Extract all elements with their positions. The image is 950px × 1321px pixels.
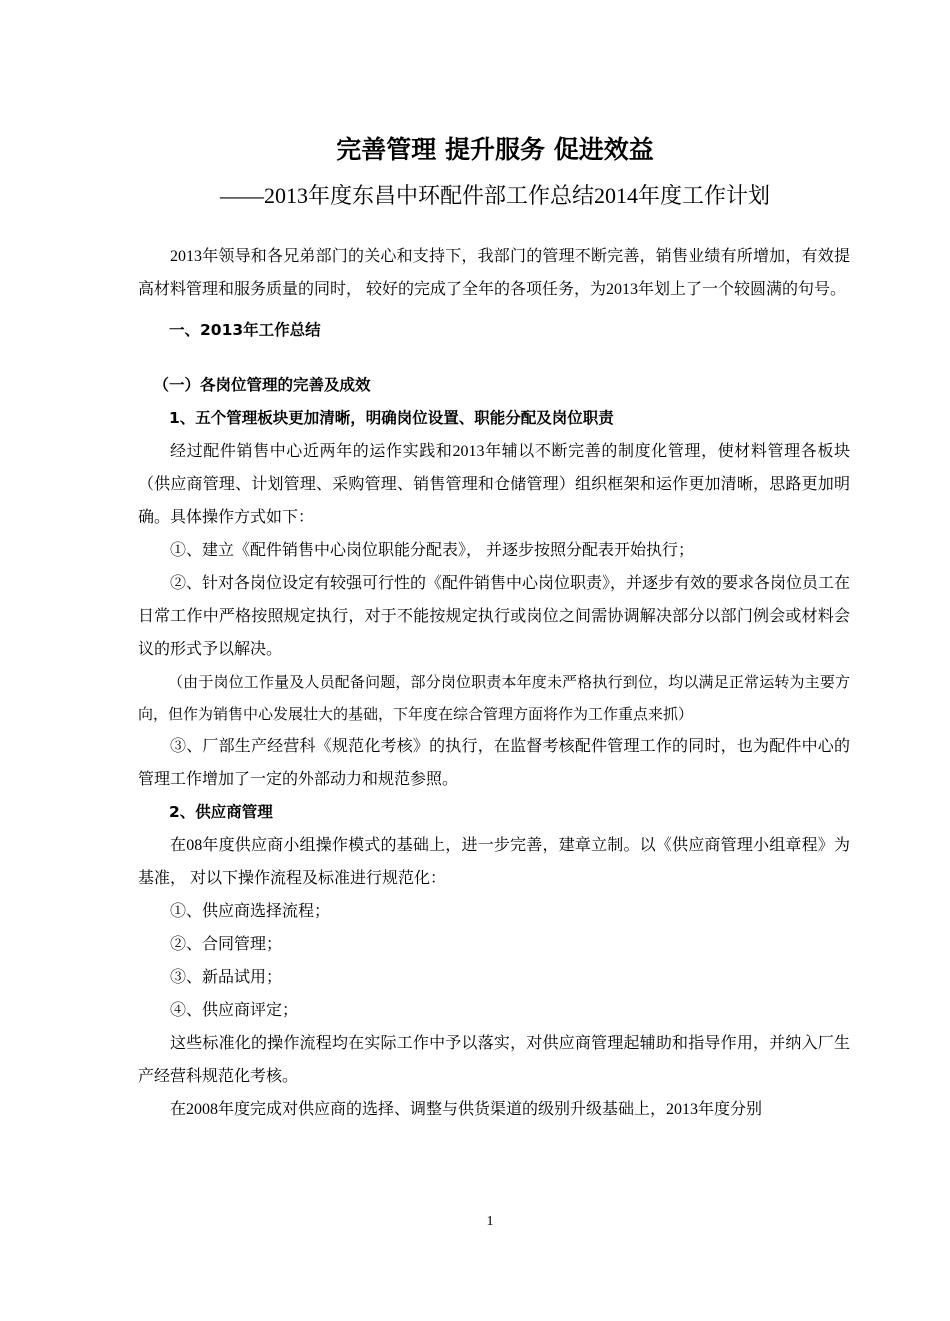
list-point: ③、新品试用； [170, 969, 283, 986]
list-point: ②、针对各岗位设定有较强可行性的《配件销售中心岗位职责》，并逐步有效的要求各岗位员工在日常工作中严格按照规定执行，对于不能按规定执行或岗位之间需协调解决部分以部门例会或材料会议的形式予以解决。 [138, 575, 851, 658]
document-body [138, 240, 850, 1126]
paragraph: 经过配件销售中心近两年的运作实践和2013年辅以不断完善的制度化管理，使材料管理各板块（供应商管理、计划管理、采购管理、销售管理和仓储管理）组织框架和运作更加清晰，思路更加明确。具体操作方式如下： [138, 443, 850, 526]
paragraph: 在08年度供应商小组操作模式的基础上，进一步完善，建章立制。以《供应商管理小组章程》为基准， 对以下操作流程及标准进行规范化： [138, 837, 850, 887]
intro-paragraph: 2013年领导和各兄弟部门的关心和支持下，我部门的管理不断完善，销售业绩有所增加，有效提高材料管理和服务质量的同时， 较好的完成了全年的各项任务，为2013年划上了一个较圆满的句号。 [138, 248, 850, 298]
list-point: ④、供应商评定； [170, 1002, 299, 1019]
subsection-heading: （一）各岗位管理的完善及成效 [153, 376, 371, 394]
list-point: ①、建立《配件销售中心岗位职能分配表》， 并逐步按照分配表开始执行； [170, 542, 695, 559]
document-subtitle: ——2013年度东昌中环配件部工作总结2014年度工作计划 [219, 183, 770, 208]
section-heading: 一、2013年工作总结 [169, 321, 321, 339]
paragraph: 在2008年度完成对供应商的选择、调整与供货渠道的级别升级基础上，2013年度分别 [170, 1101, 763, 1118]
paragraph: 这些标准化的操作流程均在实际工作中予以落实，对供应商管理起辅助和指导作用，并纳入厂生产经营科规范化考核。 [138, 1035, 850, 1085]
item-heading: 1、五个管理板块更加清晰，明确岗位设置、职能分配及岗位职责 [169, 409, 614, 427]
document-title: 完善管理 提升服务 促进效益 [336, 135, 654, 164]
item-heading: 2、供应商管理 [169, 803, 273, 821]
list-point: ②、合同管理； [170, 936, 283, 953]
note-paragraph: （由于岗位工作量及人员配备问题，部分岗位职责本年度未严格执行到位，均以满足正常运转为主要方向，但作为销售中心发展壮大的基础，下年度在综合管理方面将作为工作重点来抓） [138, 673, 850, 723]
list-point: ③、厂部生产经营科《规范化考核》的执行，在监督考核配件管理工作的同时，也为配件中心的管理工作增加了一定的外部动力和规范参照。 [138, 738, 850, 788]
page-number: 1 [486, 1214, 494, 1229]
list-point: ①、供应商选择流程； [170, 903, 331, 920]
